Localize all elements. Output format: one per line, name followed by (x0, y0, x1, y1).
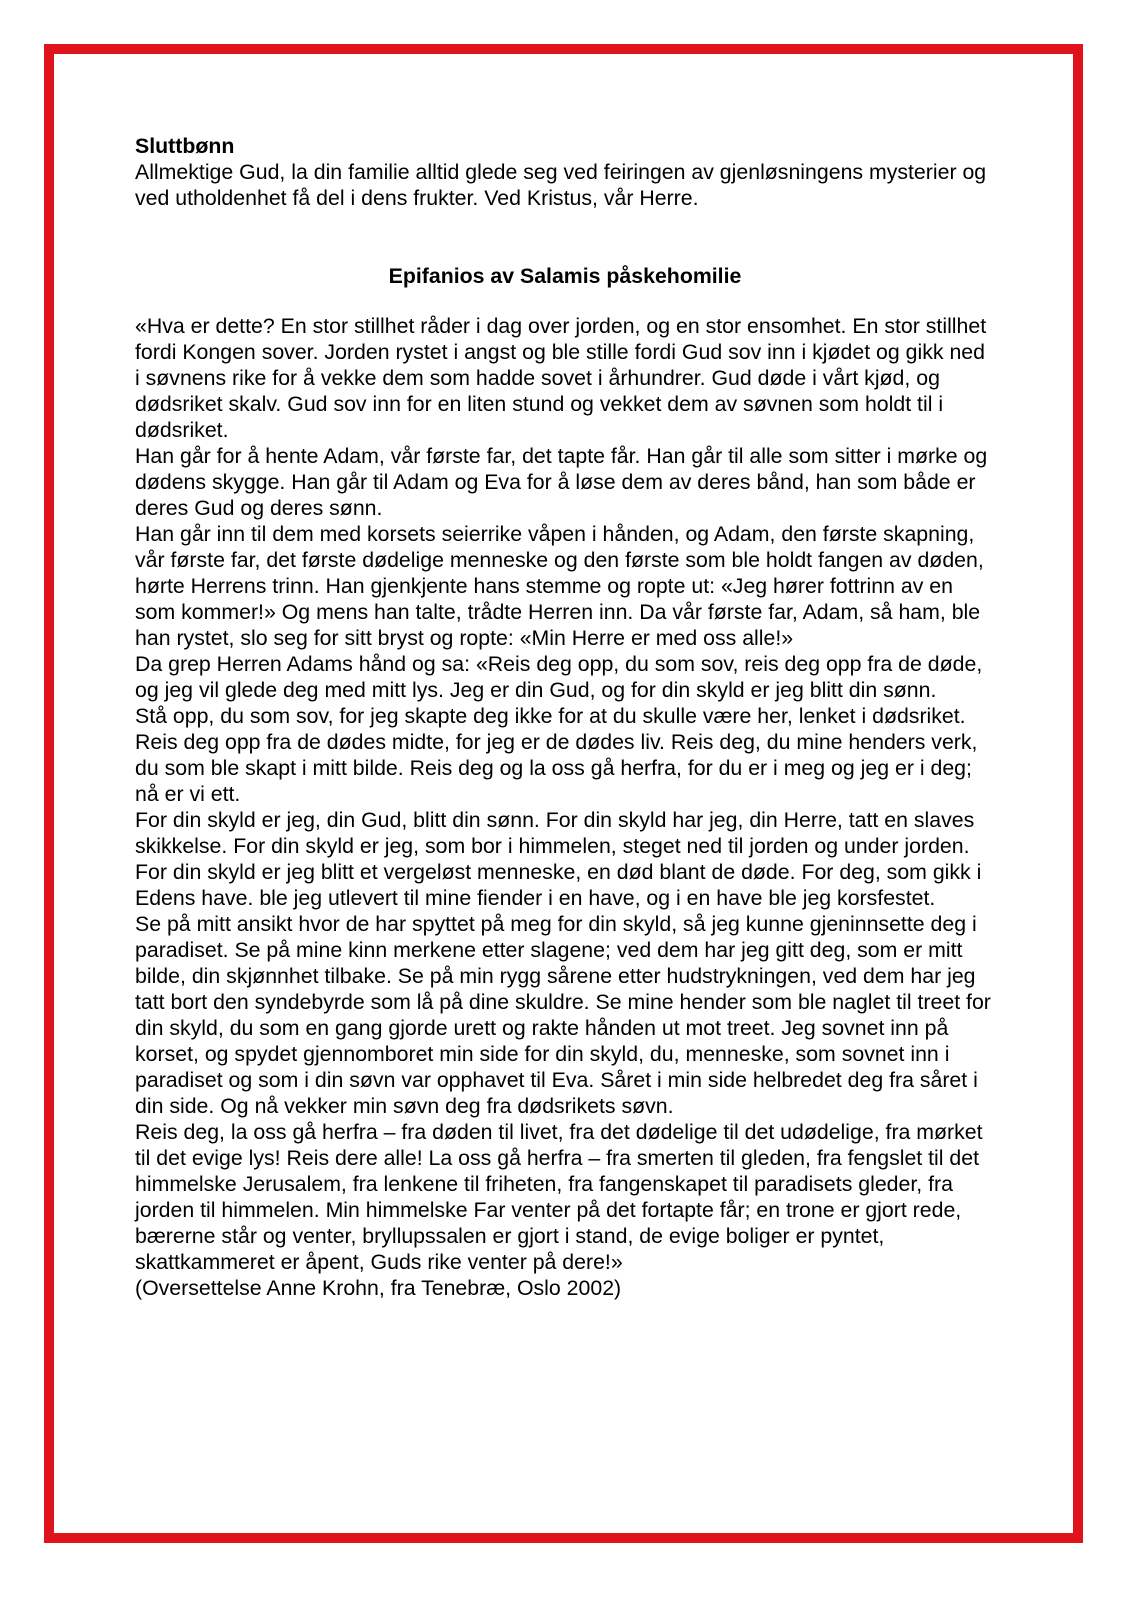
homily-paragraph: Han går inn til dem med korsets seierrike våpen i hånden, og Adam, den første skapning, vår første far, det første dødelige menneske og den første som ble holdt fangen av døden, hørte Herrens trinn. Han gjenkjente hans stemme og ropte ut: «Jeg hører fottrinn av en som kommer!» Og mens han talte, trådte Herren inn. Da vår første far, Adam, så ham, ble han rystet, slo seg for sitt bryst og ropte: «Min Herre er med oss alle!» (135, 522, 984, 650)
prayer-title: Sluttbønn (135, 134, 235, 158)
homily-title: Epifanios av Salamis påskehomilie (388, 264, 742, 288)
homily-paragraph: Reis deg, la oss gå herfra – fra døden til livet, fra det dødelige til det udødelige, fra mørket til det evige lys! Reis dere alle! La oss gå herfra – fra smerten til gleden, fra fengslet til det himmelske Jerusalem, fra lenkene til friheten, fra fangenskapet til paradisets gleder, fra jorden til himmelen. Min himmelske Far venter på det fortapte får; en trone er gjort rede, bærerne står og venter, bryllupssalen er gjort i stand, de evige boliger er pyntet, skattkammeret er åpent, Guds rike venter på dere!» (135, 1120, 983, 1274)
homily-paragraph: Da grep Herren Adams hånd og sa: «Reis deg opp, du som sov, reis deg opp fra de døde, og jeg vil glede deg med mitt lys. Jeg er din Gud, og for din skyld er jeg blitt din sønn. (135, 652, 983, 702)
homily-paragraph: Stå opp, du som sov, for jeg skapte deg ikke for at du skulle være her, lenket i dødsriket. Reis deg opp fra de dødes midte, for jeg er de dødes liv. Reis deg, du mine henders verk, du som ble skapt i mitt bilde. Reis deg og la oss gå herfra, for du er i meg og jeg er i deg; nå er vi ett. (135, 704, 978, 806)
document-body (135, 133, 995, 1301)
section-spacer (135, 211, 995, 263)
homily-paragraph: Se på mitt ansikt hvor de har spyttet på meg for din skyld, så jeg kunne gjeninnsette deg i paradiset. Se på mine kinn merkene etter slagene; ved dem har jeg gitt deg, som er mitt bilde, din skjønnhet tilbake. Se på min rygg sårene etter hudstrykningen, ved dem har jeg tatt bort den syndebyrde som lå på dine skuldre. Se mine hender som ble naglet til treet for din skyld, du som en gang gjorde urett og rakte hånden ut mot treet. Jeg sovnet inn på korset, og spydet gjennomboret min side for din skyld, du, menneske, som sovnet inn i paradiset og som i din søvn var opphavet til Eva. Såret i min side helbredet deg fra såret i din side. Og nå vekker min søvn deg fra dødsrikets søvn. (135, 912, 991, 1118)
homily-paragraph: For din skyld er jeg, din Gud, blitt din sønn. For din skyld har jeg, din Herre, tatt en slaves skikkelse. For din skyld er jeg, som bor i himmelen, steget ned til jorden og under jorden. For din skyld er jeg blitt et vergeløst menneske, en død blant de døde. For deg, som gikk i Edens have. ble jeg utlevert til mine fiender i en have, og i en have ble jeg korsfestet. (135, 808, 982, 910)
section-spacer (135, 289, 995, 313)
homily-paragraph: «Hva er dette? En stor stillhet råder i dag over jorden, og en stor ensomhet. En stor stillhet fordi Kongen sover. Jorden rystet i angst og ble stille fordi Gud sov inn i kjødet og gikk ned i søvnens rike for å vekke dem som hadde sovet i århundrer. Gud døde i vårt kjød, og dødsriket skalv. Gud sov inn for en liten stund og vekket dem av søvnen som holdt til i dødsriket. (135, 314, 987, 442)
prayer-text: Allmektige Gud, la din familie alltid glede seg ved feiringen av gjenløsningens mysterier og ved utholdenhet få del i dens frukter. Ved Kristus, vår Herre. (135, 160, 987, 210)
translation-citation: (Oversettelse Anne Krohn, fra Tenebræ, Oslo 2002) (135, 1276, 622, 1300)
homily-paragraph: Han går for å hente Adam, vår første far, det tapte får. Han går til alle som sitter i mørke og dødens skygge. Han går til Adam og Eva for å løse dem av deres bånd, han som både er deres Gud og deres sønn. (135, 444, 988, 520)
